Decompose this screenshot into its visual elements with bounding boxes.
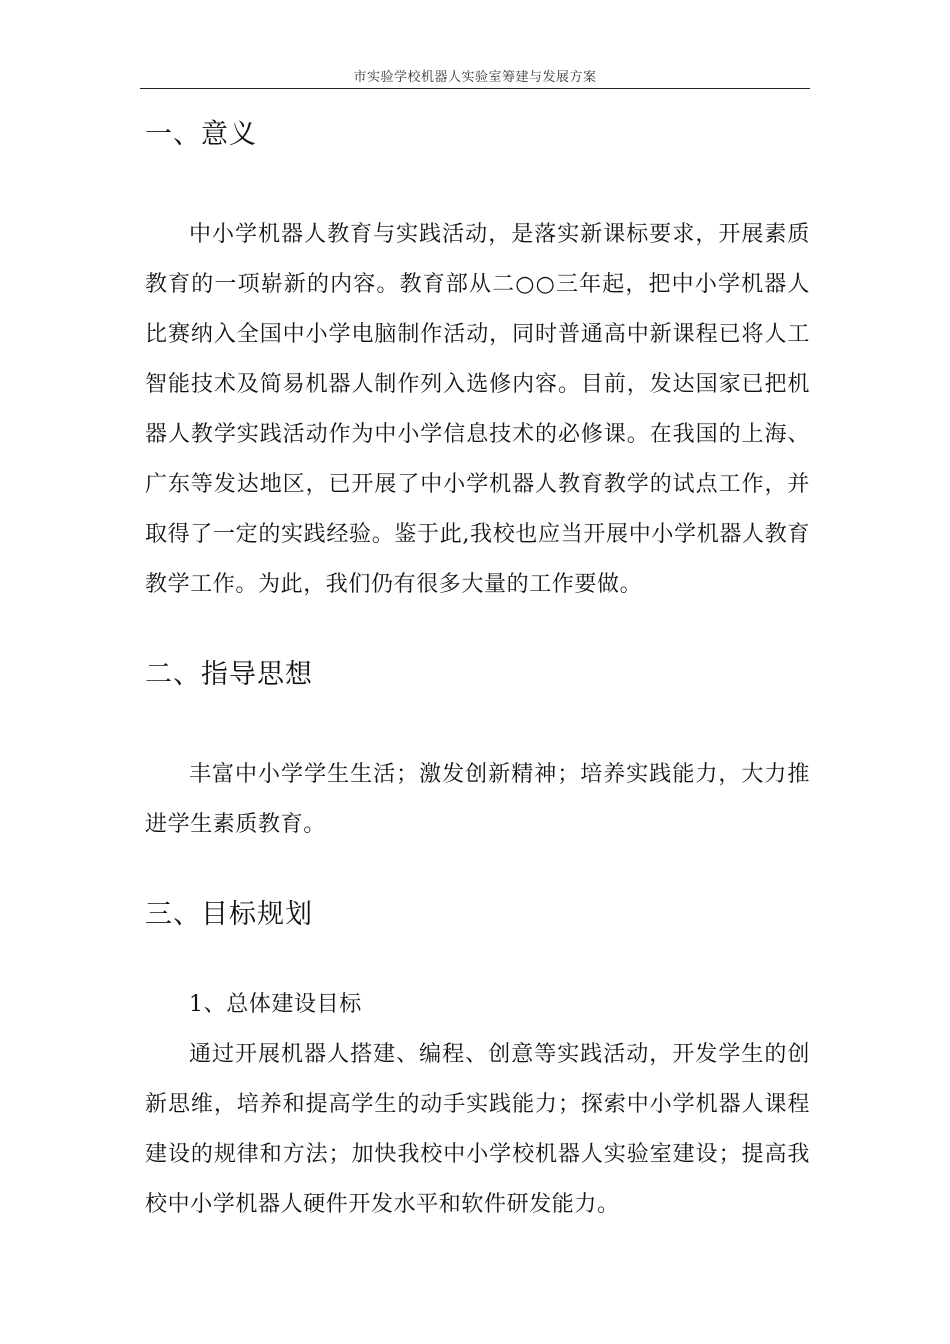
page-header: [140, 70, 810, 89]
section-guiding-ideology: [145, 650, 810, 850]
running-title: 市实验学校机器人实验室筹建与发展方案: [353, 70, 597, 85]
section-significance: [145, 110, 810, 610]
section-goal-planning: [145, 890, 810, 1230]
document-body: [145, 110, 810, 1230]
subsection-title: 1、总体建设目标: [189, 992, 362, 1017]
section-title: 三、目标规划: [145, 899, 313, 930]
paragraph: 中小学机器人教育与实践活动，是落实新课标要求，开展素质教育的一项崭新的内容。教育部从二○○三年起，把中小学机器人比赛纳入全国中小学电脑制作活动，同时普通高中新课程已将人工智能技术及简易机器人制作列入选修内容。目前，发达国家已把机器人教学实践活动作为中小学信息技术的必修课。在我国的上海、广东等发达地区，已开展了中小学机器人教育教学的试点工作，并取得了一定的实践经验。鉴于此,我校也应当开展中小学机器人教育教学工作。为此，我们仍有很多大量的工作要做。: [145, 222, 810, 597]
section-title: 二、指导思想: [145, 659, 313, 690]
paragraph: 通过开展机器人搭建、编程、创意等实践活动，开发学生的创新思维，培养和提高学生的动手实践能力；探索中小学机器人课程建设的规律和方法；加快我校中小学校机器人实验室建设；提高我校中小学机器人硬件开发水平和软件研发能力。: [145, 1042, 810, 1217]
section-title: 一、意义: [145, 119, 257, 150]
paragraph: 丰富中小学学生生活；激发创新精神；培养实践能力，大力推进学生素质教育。: [145, 762, 810, 837]
